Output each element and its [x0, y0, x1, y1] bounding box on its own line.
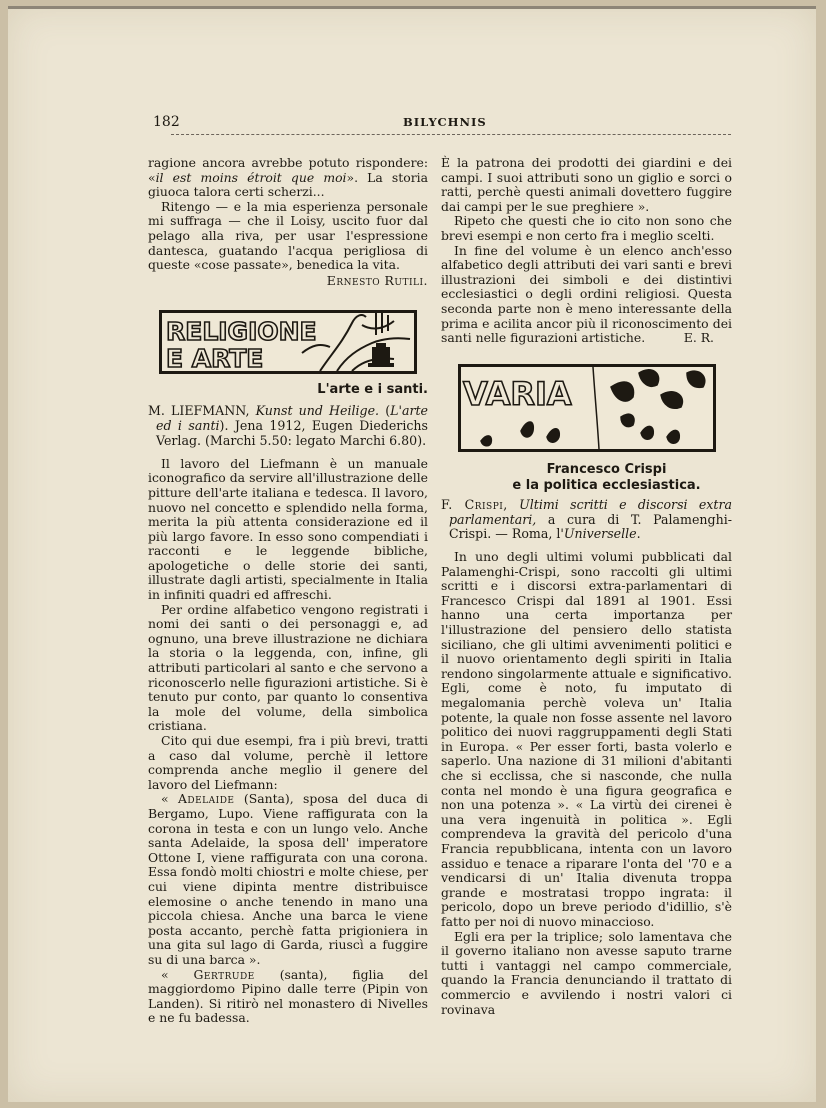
top-border-rule: [8, 6, 816, 9]
biblio-publisher: Universelle: [563, 526, 637, 542]
biblio-details: a cura di T. Palamenghi-Crispi. — Roma, l': [449, 511, 732, 542]
section-title-arte-santi: L'arte e i santi.: [317, 382, 428, 398]
body-paragraph: Il lavoro del Liefmann è un manuale iconografico da servire all'illustrazione delle pitture dell'arte italiana e tedesca. Il lavoro, nuovo nel concetto e splendido nella forma, merita la più attenta considerazione ed il più largo favore. In esso sono compendiati i racconti e le leggende bibliche, apologetiche o delle storie dei santi, illustrate dagli artisti, specialmente in Italia in infiniti quadri ed affreschi.: [148, 455, 428, 603]
entry-gertrude: « Gertrude (santa), figlia del maggiordomo Pipino dalle terre (Pipin von Landen). Si ritirò nel monastero di Nivelles e ne fu badessa.: [148, 966, 428, 1026]
vignette-title-line2: E ARTE: [166, 344, 264, 372]
tree-ornament-icon: [302, 313, 410, 371]
section-title-crispi: [441, 462, 732, 494]
body-paragraph: Egli era per la triplice; solo lamentava che il governo italiano non avesse saputo trarne tutti i vantaggi nel campo commerciale, quando la Francia denunciando il trattato di commercio e avvilendo i nostri valori ci rovinava: [441, 928, 732, 1017]
right-column: [441, 156, 732, 1017]
journal-page: [8, 6, 816, 1102]
text-run: ». La storia giuoca talora certi scherzi...: [148, 169, 428, 200]
page-header: [153, 114, 731, 134]
body-paragraph: Cito qui due esempi, fra i più brevi, tratti a caso dal volume, perchè il lettore comprenda anche meglio il genere del lavoro del Liefmann:: [148, 733, 428, 792]
biblio-title: Ultimi scritti e discorsi extra parlamentari,: [449, 496, 732, 527]
chalice-icon: [368, 343, 394, 367]
running-title: BILYCHNIS: [403, 115, 487, 129]
religione-e-arte-vignette: [159, 310, 417, 374]
vignette-drawing: [162, 313, 414, 371]
bibliographic-reference: [441, 498, 732, 542]
body-paragraph: In fine del volume è un elenco anch'esso alfabetico degli attributi dei vari santi e brevi illustrazioni dei simboli e dei distintivi ecclesiastici o degli ordini religiosi. Questa seconda parte non è meno interessante della prima e acilita ancor più il riconoscimento dei santi nelle figurazioni artistiche.: [441, 242, 732, 346]
text-run: ragione ancora avrebbe potuto rispondere: «: [148, 155, 428, 185]
entry-name: Adelaide: [177, 791, 235, 807]
section-title-line: e la politica ecclesiastica.: [512, 477, 701, 493]
biblio-details: ). Jena 1912, Eugen Diederichs Verlag. (Marchi 5.50: legato Marchi 6.80).: [156, 418, 428, 448]
biblio-author: M. LIEFMANN,: [148, 403, 250, 419]
entry-text: (santa), figlia del maggiordomo Pipino dalle terre (Pipin von Landen). Si ritirò nel monastero di Nivelles e ne fu badessa.: [148, 966, 428, 1026]
author-signature: Ernesto Rutili.: [326, 272, 428, 288]
vignette-drawing: [461, 367, 713, 449]
biblio-title-translation: L'arte ed i santi: [156, 403, 428, 434]
vignette-title: VARIA: [462, 374, 572, 413]
body-paragraph: Per ordine alfabetico vengono registrati i nomi dei santi o dei personaggi e, ad ognuno, una breve illustrazione ne dichiara la storia o la leggenda, con, infine, gli attributi particolari al santo e che servono a riconoscerlo nelle figurazioni artistiche. Si è tenuto pur conto, par quanto lo consentiva la mole del volume, della simbolica cristiana.: [148, 601, 428, 734]
body-paragraph: In uno degli ultimi volumi pubblicati dal Palamenghi-Crispi, sono raccolti gli ultimi scritti e i discorsi extra-parlamentari di Francesco Crispi dal 1891 al 1901. Essi hanno una certa importanza per l'illustrazione del pensiero dello statista siciliano, che gli ultimi avvenimenti politici e il nuovo orientamento degli spiriti in Italia rendono singolarmente attuale e significativo. Egli, come è noto, fu imputato di megalomania perchè voleva un' Italia potente, la quale non fosse assente nel lavoro politico dei nuovi raggruppamenti degli Stati in Europa. « Per esser forti, basta volerlo e saperlo. Una nazione di 31 milioni d'abitanti che si ecclissa, che si nasconde, che nulla conta nel mondo è una figura geografica e non una potenza ». « La virtù dei cirenei è una vera ingenuità in politica ». Egli comprendeva la gravità del pericolo d'una Francia repubblicana, intenta con un lavoro assiduo e tenace a riparare l'onta del '70 e a vendicarsi di un' Italia divenuta troppa grande e mostratasi troppo ingrata: il pericolo, dopo un breve periodo d'idillio, s'è fatto per noi di nuovo minaccioso.: [441, 549, 732, 929]
text-run: (: [385, 403, 391, 419]
body-paragraph: Ritengo — e la mia esperienza personale mi suffraga — che il Loisy, uscito fuor dal pelago alla riva, per usar l'espressione dantesca, guatando l'acqua perigliosa di queste «cose passate», benedica la vita.: [148, 198, 428, 273]
french-quote: il est moins étroit que moi: [155, 169, 347, 185]
biblio-title: Kunst und Heilige.: [255, 403, 380, 419]
page-number: 182: [153, 114, 180, 130]
left-column: [148, 156, 428, 1026]
entry-name: Gertrude: [193, 966, 255, 982]
body-paragraph: Ripeto che questi che io cito non sono che brevi esempi e non certo fra i meglio scelti.: [441, 213, 732, 243]
initials-text: E. R.: [683, 330, 714, 346]
continuation-paragraph: È la patrona dei prodotti dei giardini e dei campi. I suoi attributi sono un giglio e sorci o ratti, perchè questi animali dovettero fuggire dai campi per le sue preghiere ».: [441, 155, 732, 214]
bibliographic-reference: [148, 404, 428, 448]
continuation-paragraph: [148, 156, 428, 200]
varia-vignette: [458, 364, 716, 452]
biblio-author: F. Crispi,: [441, 496, 508, 512]
header-rule: [171, 134, 731, 135]
entry-adelaide: « Adelaide (Santa), sposa del duca di Bergamo, Lupo. Viene raffigurata con la corona in testa e con un lungo velo. Anche santa Adelaide, la sposa dell' imperatore Ottone I, viene raffigurata con una corona. Essa fondò molti chiostri e molte chiese, per cui viene dipinta mentre distribuisce elemosine o anche tenendo in mano una piccola chiesa. Anche una barca le viene posta accanto, perchè fatta prigioniera in una gita sul lago di Garda, riuscì a fuggire su di una barca ».: [148, 791, 428, 967]
vignette-title-line1: RELIGIONE: [166, 317, 317, 347]
text-run: .: [636, 526, 641, 542]
section-title-line: Francesco Crispi: [546, 461, 667, 477]
entry-text: (Santa), sposa del duca di Bergamo, Lupo. Viene raffigurata con la corona in testa e con un lungo velo. Anche santa Adelaide, la sposa dell' imperatore Ottone I, viene raffigurata con una corona. Essa fondò molti chiostri e molte chiese, per cui viene dipinta mentre distribuisce elemosine o anche tenendo in mano una piccola chiesa. Anche una barca le viene posta accanto, perchè fatta prigioniera in una gita sul lago di Garda, riuscì a fuggire su di una barca ».: [148, 791, 428, 967]
